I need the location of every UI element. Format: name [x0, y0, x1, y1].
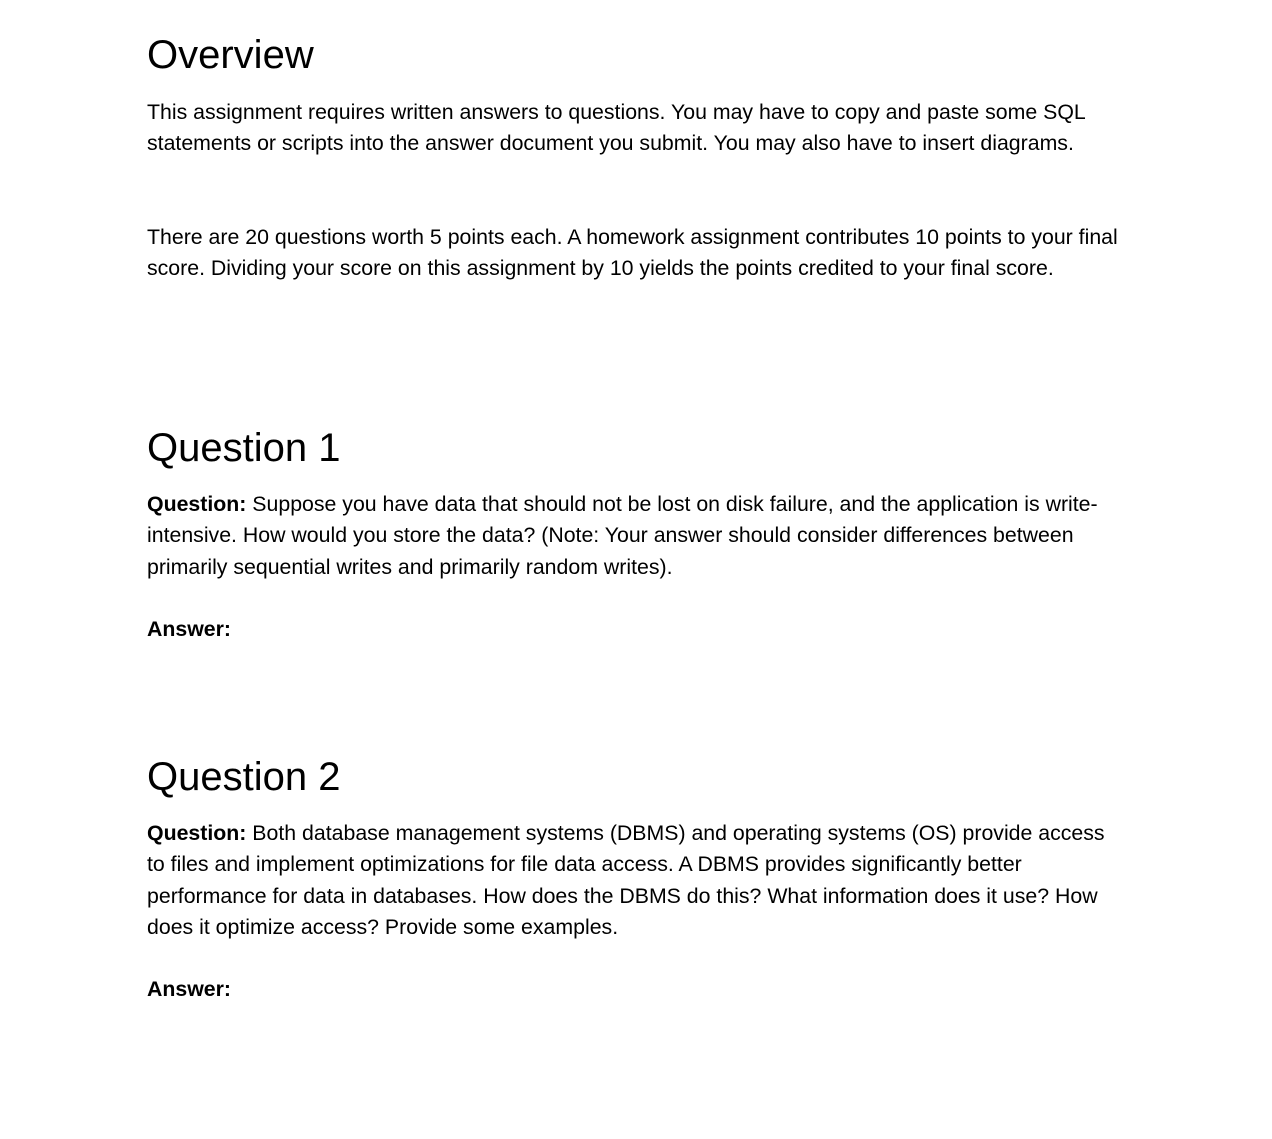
question-1-answer-label: Answer: — [147, 617, 232, 641]
question-label: Question: — [147, 492, 247, 516]
overview-heading: Overview — [147, 33, 314, 77]
overview-paragraph: There are 20 questions worth 5 points each. A homework assignment contributes 10 points to your final score. Dividing your score on this assignment by 10 yields the points credited to your final score. — [147, 225, 1118, 281]
question-body: Both database management systems (DBMS) and operating systems (OS) provide access to files and implement optimizations for file data access. A DBMS provides significantly better performance for data in databases. How does the DBMS do this? What information does it use? How does it optimize access? Provide some examples. — [147, 821, 1105, 939]
question-1-text — [147, 489, 1122, 583]
question-label: Question: — [147, 821, 247, 845]
question-body: Suppose you have data that should not be lost on disk failure, and the application is write-intensive. How would you store the data? (Note: Your answer should consider differences between primarily sequential writes and primarily random writes). — [147, 492, 1098, 579]
question-1-heading: Question 1 — [147, 426, 341, 470]
overview-paragraph: This assignment requires written answers to questions. You may have to copy and paste some SQL statements or scripts into the answer document you submit. You may also have to insert diagrams. — [147, 100, 1085, 156]
question-2-heading: Question 2 — [147, 755, 341, 799]
question-2-answer-label: Answer: — [147, 977, 232, 1001]
question-2-text — [147, 818, 1122, 943]
